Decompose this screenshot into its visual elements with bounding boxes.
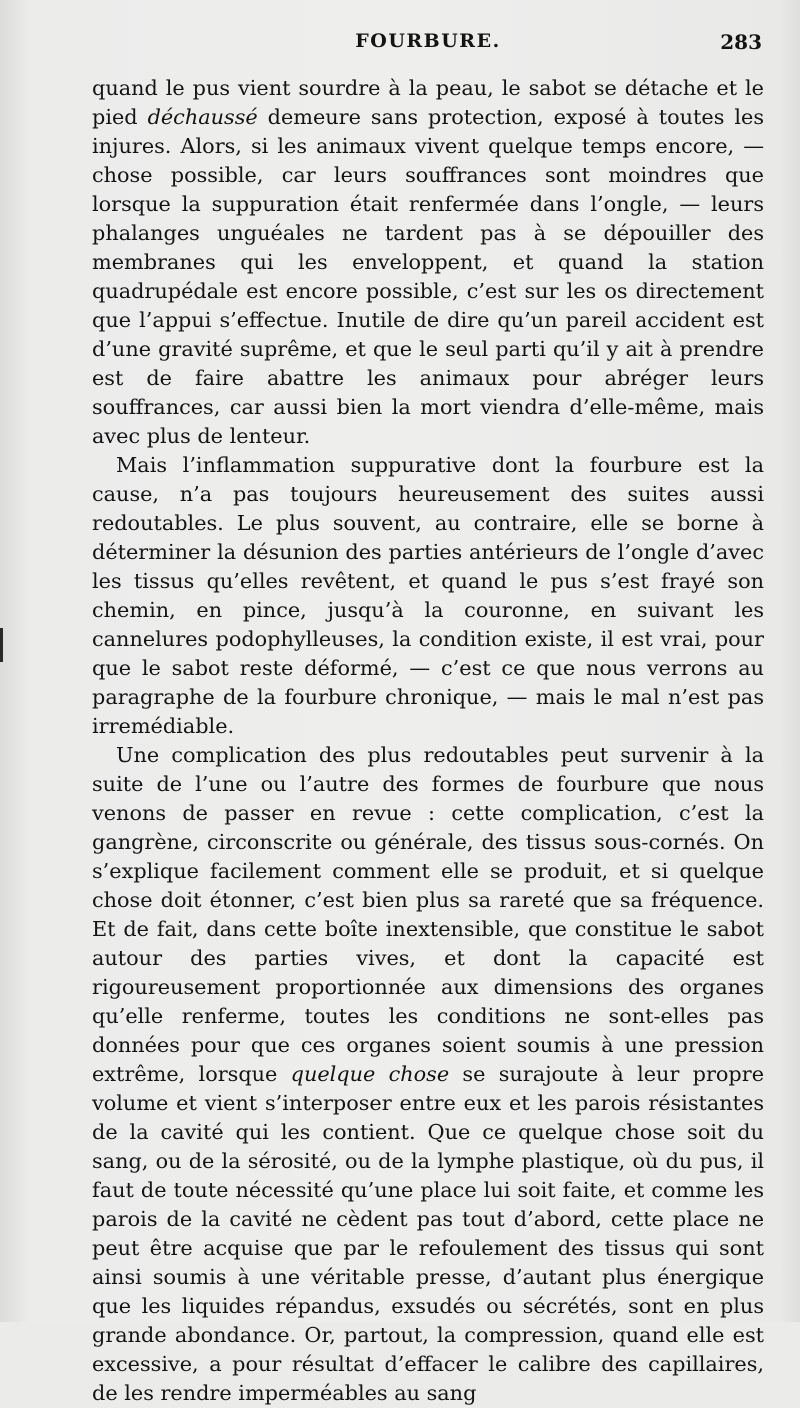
paragraph-3-italic: quelque chose [290,1062,450,1086]
paragraph-1-text-b: demeure sans protection, exposé à toutes les injures. Alors, si les animaux vivent quelque temps encore, — chose possible, car leurs souffrances sont moindres que lorsque la suppuration était renfermée dans l’ongle, — leurs phalanges unguéales ne tardent pas à se dépouiller des membranes qui les enveloppent, et quand la station quadrupédale est encore possible, c’est sur les os directement que l’appui s’effectue. Inutile de dire qu’un pareil accident est d’une gravité suprême, et que le seul parti qu’il y ait à prendre est de faire abattre les animaux pour abréger leurs souffrances, car aussi bien la mort viendra d’elle-même, mais avec plus de lenteur. [92,105,764,448]
paragraph-1 [92,74,764,451]
running-title: FOURBURE. [355,30,501,52]
paragraph-1-italic: déchaussé [147,105,258,129]
paragraph-1-text-a: quand le pus vient sourdre à la peau, le sabot se détache et le pied [92,76,764,129]
paragraph-2: Mais l’inflammation suppurative dont la fourbure est la cause, n’a pas toujours heureusement des suites aussi redoutables. Le plus souvent, au contraire, elle se borne à déterminer la désunion des parties antérieurs de l’ongle d’avec les tissus qu’elles revêtent, et quand le pus s’est frayé son chemin, en pince, jusqu’à la couronne, en suivant les cannelures podophylleuses, la condition existe, il est vrai, pour que le sabot reste déformé, — c’est ce que nous verrons au paragraphe de la fourbure chronique, — mais le mal n’est pas irremédiable. [92,453,764,738]
body-text [92,74,764,1408]
page-edge-mark [0,628,3,662]
page-header [92,30,764,56]
paragraph-3-text-b: se surajoute à leur propre volume et vient s’interposer entre eux et les parois résistantes de la cavité qui les contient. Que ce quelque chose soit du sang, ou de la sérosité, ou de la lymphe plastique, où du pus, il faut de toute nécessité qu’une place lui soit faite, et comme les parois de la cavité ne cèdent pas tout d’abord, cette place ne peut être acquise que par le refoulement des tissus qui sont ainsi soumis à une véritable presse, d’autant plus énergique que les liquides répandus, exsudés ou sécrétés, sont en plus grande abondance. Or, partout, la compression, quand elle est excessive, a pour résultat d’effacer le calibre des capillaires, de les rendre imperméables au sang [92,1062,764,1405]
paragraph-3-text-a: Une complication des plus redoutables peut survenir à la suite de l’une ou l’autre des formes de fourbure que nous venons de passer en revue : cette complication, c’est la gangrène, circonscrite ou générale, des tissus sous-cornés. On s’explique facilement comment elle se produit, et si quelque chose doit étonner, c’est bien plus sa rareté que sa fréquence. Et de fait, dans cette boîte inextensible, que constitue le sabot autour des parties vives, et dont la capacité est rigoureusement proportionnée aux dimensions des organes qu’elle renferme, toutes les conditions ne sont-elles pas données pour que ces organes soient soumis à une pression extrême, lorsque [92,743,764,1086]
paragraph-3 [92,741,764,1408]
page-number: 283 [720,30,762,54]
